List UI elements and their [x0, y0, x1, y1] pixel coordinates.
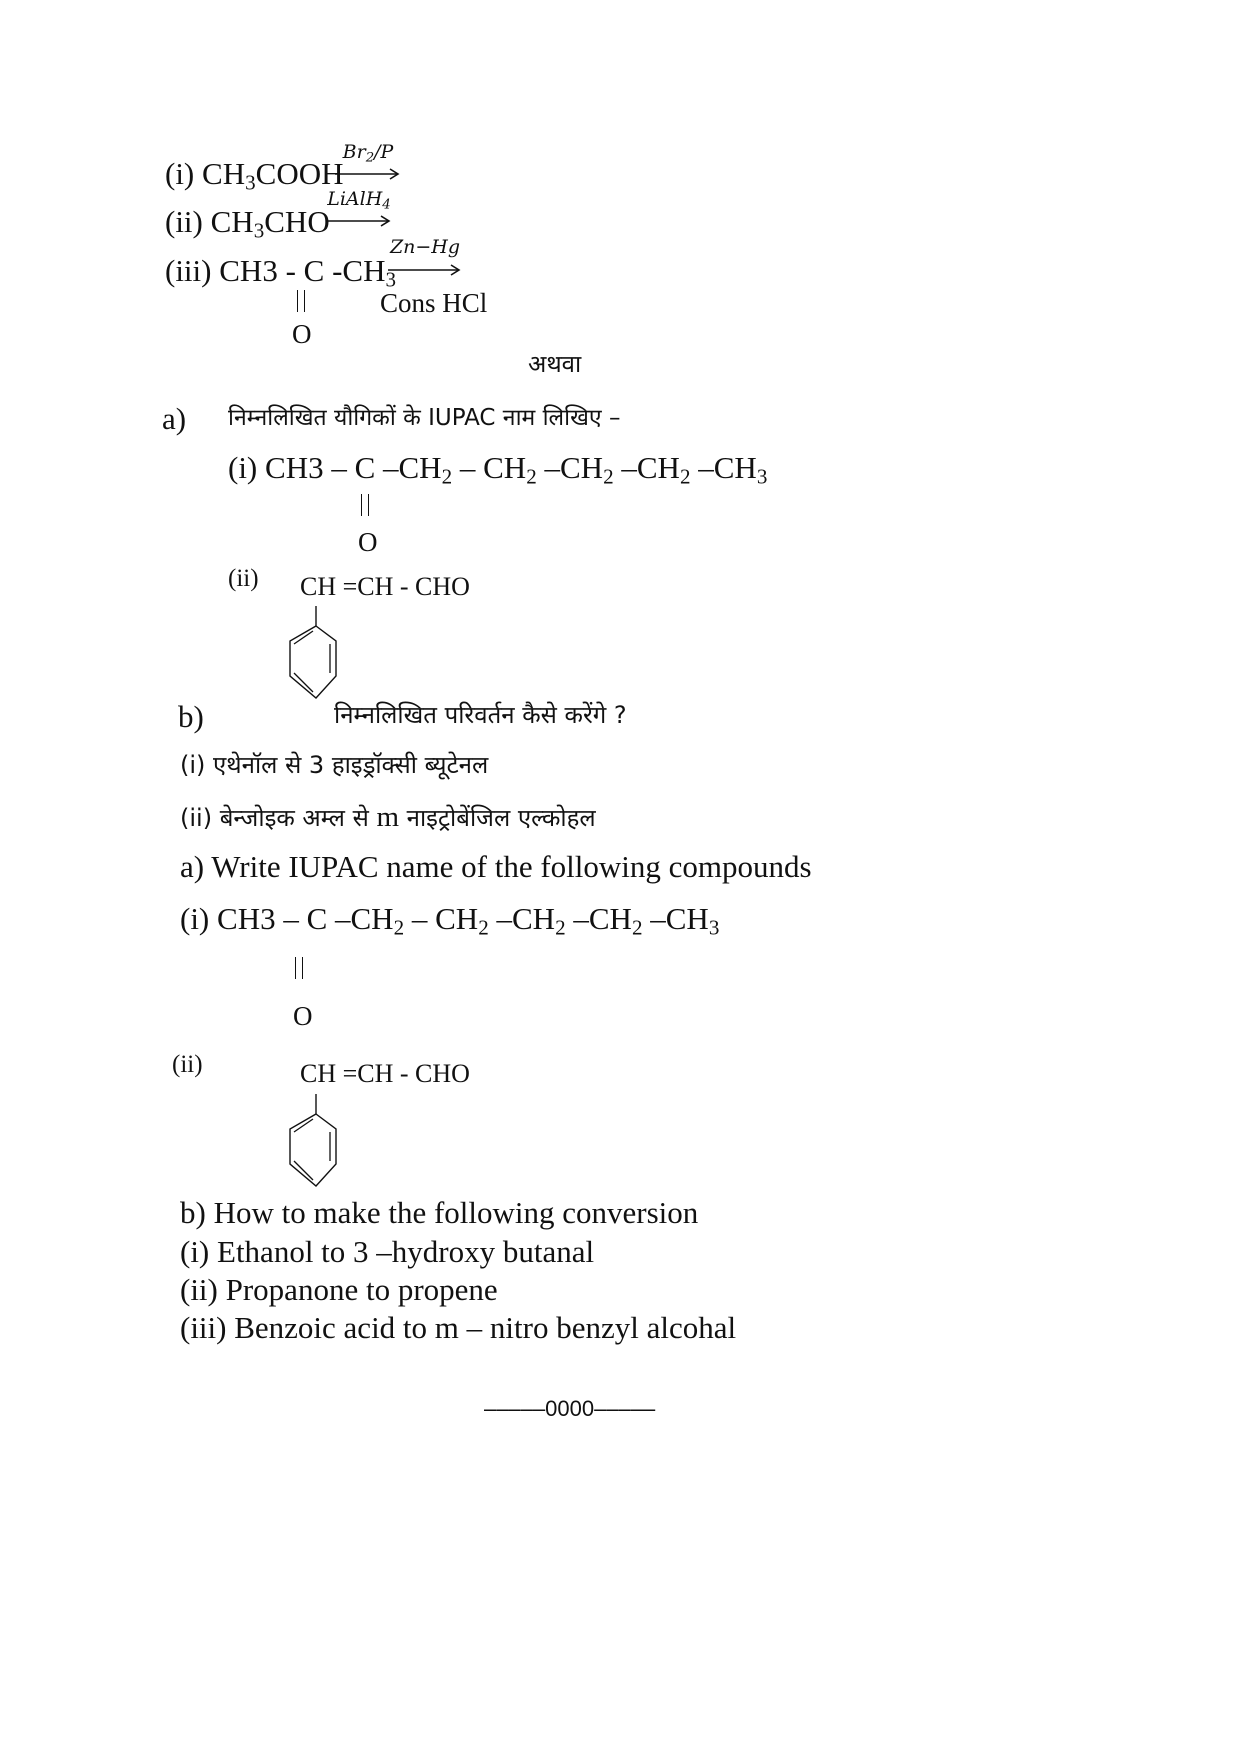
reaction-3-oxygen: O — [292, 319, 312, 349]
reaction-2-reactant: $CH_3CHO$ — [210, 204, 330, 243]
reaction-2-arrow — [326, 190, 392, 235]
hindi-a-label: a) — [162, 401, 187, 436]
english-b-ii: (ii) Propanone to propene — [180, 1272, 498, 1307]
benzene-ring-icon — [284, 1092, 340, 1190]
english-b-i: (i) Ethanol to 3 –hydroxy butanal — [180, 1234, 595, 1269]
footer-end-marker: –––––0000––––– — [484, 1396, 656, 1421]
double-bond-icon — [361, 494, 369, 516]
english-compound-i-oxygen: O — [293, 1001, 313, 1031]
reaction-2 — [165, 204, 330, 243]
hindi-b-label: b) — [178, 699, 204, 734]
right-arrow-icon — [326, 214, 392, 228]
reaction-3-reactant: CH3 - C $-CH_3$ — [219, 253, 396, 292]
reaction-1-reactant: $CH_3COOH$ — [202, 156, 344, 195]
reaction-3-label: (iii) — [165, 253, 212, 288]
hindi-compound-ii-label: (ii) — [228, 565, 259, 592]
english-b-question: b) How to make the following conversion — [180, 1195, 699, 1230]
reaction-3-arrow — [388, 238, 462, 283]
reaction-2-reagent: LiAlH$_4$ — [327, 188, 391, 213]
double-bond-icon — [295, 957, 303, 979]
hindi-b-ii: (ii) बेन्जोइक अम्ल से m नाइट्रोबेंजिल एल्कोहल — [180, 801, 596, 833]
reaction-2-label: (ii) — [165, 204, 203, 239]
hindi-b-i: (i) एथेनॉल से 3 हाइड्रॉक्सी ब्यूटेनल — [180, 751, 489, 779]
or-separator: अथवा — [528, 350, 582, 378]
hindi-a-question: निम्नलिखित यौगिकों के IUPAC नाम लिखिए – — [228, 405, 621, 431]
reaction-1-reagent: $Br_2/P$ — [342, 141, 394, 166]
reaction-3-reagent: Zn−Hg — [389, 236, 461, 258]
reaction-1 — [165, 156, 344, 195]
reaction-1-arrow — [335, 143, 401, 188]
hindi-compound-i-oxygen: O — [358, 527, 378, 557]
english-b-iii: (iii) Benzoic acid to m – nitro benzyl alcohal — [180, 1310, 737, 1345]
reaction-3-condition: Cons HCl — [380, 288, 488, 318]
right-arrow-icon — [388, 263, 462, 277]
hindi-b-question: निम्नलिखित परिवर्तन कैसे करेंगे ? — [334, 701, 627, 729]
reaction-1-label: (i) — [165, 156, 195, 191]
hindi-compound-i: (i) CH3 – C $-CH_2 - CH_2$ $-CH_2$ $-CH_2$ $-CH_3$ — [228, 450, 768, 489]
reaction-3 — [165, 253, 396, 292]
english-a-question: a) Write IUPAC name of the following compounds — [180, 849, 812, 884]
english-compound-ii-label: (ii) — [172, 1051, 203, 1078]
english-compound-ii-chain: CH =CH - CHO — [300, 1059, 470, 1088]
english-compound-i: (i) CH3 – C $-CH_2 - CH_2$ $-CH_2$ $-CH_2$ $-CH_3$ — [180, 901, 720, 940]
double-bond-icon — [297, 290, 305, 312]
benzene-ring-icon — [284, 604, 340, 702]
right-arrow-icon — [335, 167, 401, 181]
hindi-compound-ii-chain: CH =CH - CHO — [300, 572, 470, 601]
